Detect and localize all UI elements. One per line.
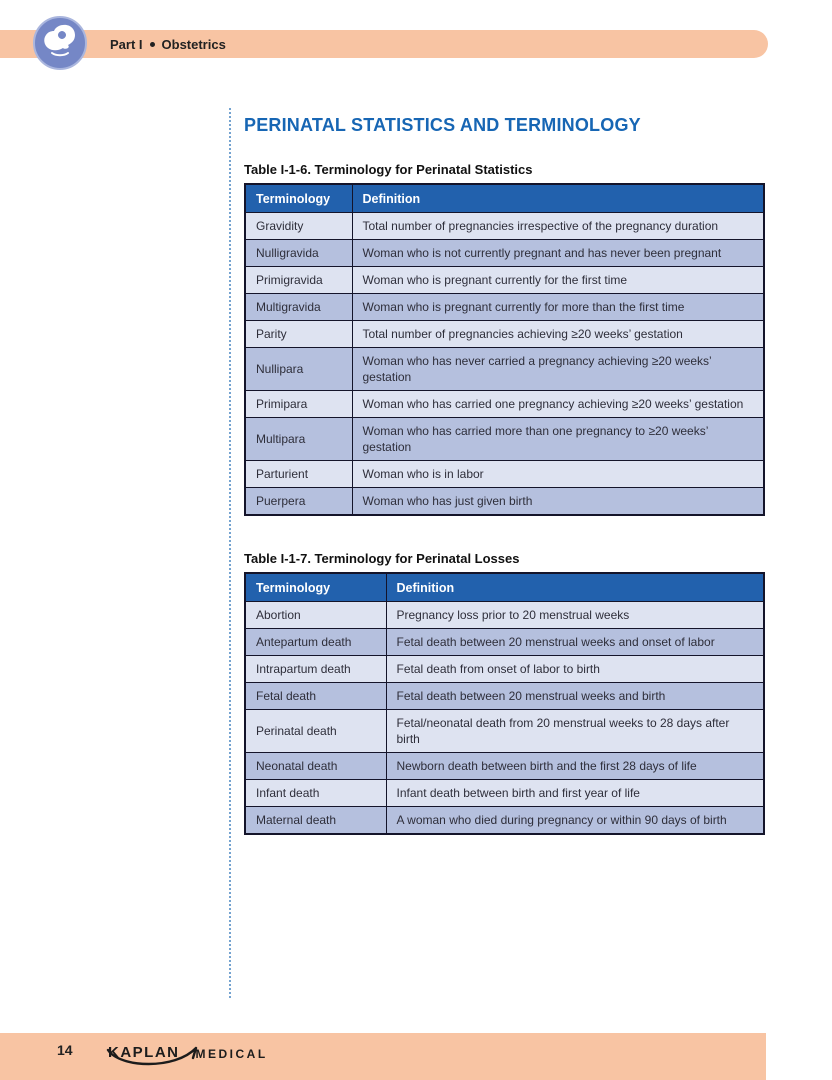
table-row — [245, 294, 764, 321]
def-cell: Pregnancy loss prior to 20 menstrual weeks — [386, 602, 764, 629]
term-cell: Neonatal death — [245, 753, 386, 780]
kaplan-swoosh-icon — [100, 1038, 210, 1070]
bullet-icon — [150, 42, 155, 47]
def-cell: A woman who died during pregnancy or within 90 days of birth — [386, 807, 764, 835]
table-row — [245, 267, 764, 294]
perinatal-statistics-table — [244, 183, 765, 516]
def-cell: Woman who is pregnant currently for more than the first time — [352, 294, 764, 321]
def-cell: Woman who has never carried a pregnancy achieving ≥20 weeks’ gestation — [352, 348, 764, 391]
table-row — [245, 683, 764, 710]
table-row — [245, 629, 764, 656]
def-cell: Woman who has carried more than one pregnancy to ≥20 weeks’ gestation — [352, 418, 764, 461]
term-cell: Primipara — [245, 391, 352, 418]
def-cell: Woman who has just given birth — [352, 488, 764, 516]
def-cell: Woman who is in labor — [352, 461, 764, 488]
table-row — [245, 418, 764, 461]
part-label: Part I — [110, 36, 143, 52]
terminology-header-cell: Terminology — [245, 184, 352, 213]
term-cell: Puerpera — [245, 488, 352, 516]
table-row — [245, 656, 764, 683]
term-cell: Multipara — [245, 418, 352, 461]
fetus-logo — [33, 16, 87, 70]
definition-header-cell: Definition — [352, 184, 764, 213]
term-cell: Fetal death — [245, 683, 386, 710]
term-cell: Gravidity — [245, 213, 352, 240]
page-number: 14 — [57, 1042, 73, 1058]
term-cell: Multigravida — [245, 294, 352, 321]
table-row — [245, 807, 764, 835]
table-header-row — [245, 184, 764, 213]
term-cell: Nulligravida — [245, 240, 352, 267]
def-cell: Fetal death between 20 menstrual weeks and birth — [386, 683, 764, 710]
table-row — [245, 240, 764, 267]
table-header-row — [245, 573, 764, 602]
page-title: PERINATAL STATISTICS AND TERMINOLOGY — [244, 115, 641, 135]
medical-text: MEDICAL — [195, 1046, 268, 1061]
term-cell: Abortion — [245, 602, 386, 629]
term-cell: Primigravida — [245, 267, 352, 294]
def-cell: Infant death between birth and first year of life — [386, 780, 764, 807]
term-cell: Parturient — [245, 461, 352, 488]
table-caption-1: Table I-1-6. Terminology for Perinatal Statistics — [244, 162, 533, 177]
table-row — [245, 753, 764, 780]
def-cell: Fetal/neonatal death from 20 menstrual weeks to 28 days after birth — [386, 710, 764, 753]
def-cell: Total number of pregnancies irrespective of the pregnancy duration — [352, 213, 764, 240]
def-cell: Fetal death between 20 menstrual weeks and onset of labor — [386, 629, 764, 656]
term-cell: Infant death — [245, 780, 386, 807]
table-row — [245, 710, 764, 753]
term-cell: Maternal death — [245, 807, 386, 835]
term-cell: Parity — [245, 321, 352, 348]
table-row — [245, 348, 764, 391]
breadcrumb — [110, 30, 226, 58]
def-cell: Newborn death between birth and the first 28 days of life — [386, 753, 764, 780]
table-row — [245, 321, 764, 348]
def-cell: Woman who has carried one pregnancy achieving ≥20 weeks’ gestation — [352, 391, 764, 418]
table-caption-2: Table I-1-7. Terminology for Perinatal Losses — [244, 551, 520, 566]
def-cell: Total number of pregnancies achieving ≥20 weeks’ gestation — [352, 321, 764, 348]
term-cell: Nullipara — [245, 348, 352, 391]
kaplan-wordmark — [104, 1038, 186, 1069]
terminology-header-cell: Terminology — [245, 573, 386, 602]
perinatal-losses-table — [244, 572, 765, 835]
term-cell: Intrapartum death — [245, 656, 386, 683]
definition-header-cell: Definition — [386, 573, 764, 602]
kaplan-text: KAPLAN — [108, 1044, 180, 1061]
table-row — [245, 780, 764, 807]
fetus-icon — [38, 19, 82, 68]
table-row — [245, 461, 764, 488]
def-cell: Fetal death from onset of labor to birth — [386, 656, 764, 683]
table-row — [245, 488, 764, 516]
table-row — [245, 213, 764, 240]
term-cell: Perinatal death — [245, 710, 386, 753]
section-label: Obstetrics — [161, 36, 226, 52]
def-cell: Woman who is pregnant currently for the first time — [352, 267, 764, 294]
table-row — [245, 602, 764, 629]
table-row — [245, 391, 764, 418]
term-cell: Antepartum death — [245, 629, 386, 656]
kaplan-medical-logo — [104, 1038, 268, 1069]
def-cell: Woman who is not currently pregnant and has never been pregnant — [352, 240, 764, 267]
dotted-divider — [229, 108, 231, 998]
